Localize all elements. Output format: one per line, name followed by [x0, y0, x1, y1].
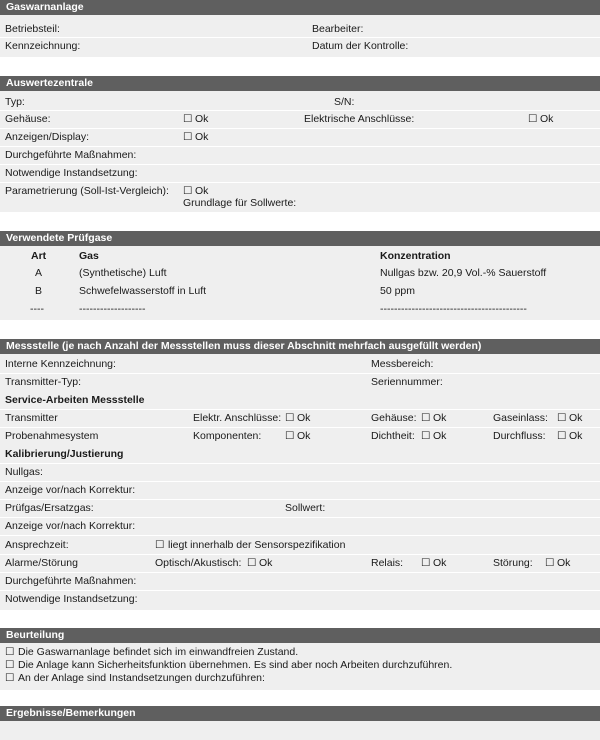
table-cell-art: ---- — [30, 303, 44, 315]
checkbox[interactable]: ☐ — [5, 659, 15, 671]
list-item — [0, 646, 600, 659]
checkbox-label-ok: Ok — [195, 113, 209, 125]
field-label-optisch-akustisch: Optisch/Akustisch: — [155, 557, 242, 569]
field-label-relais: Relais: — [371, 557, 404, 569]
field-label-grundlage: Grundlage für Sollwerte: — [183, 197, 297, 209]
checkbox[interactable]: ☐ — [557, 412, 567, 424]
subsection-heading-kalibrierung: Kalibrierung/Justierung — [5, 448, 124, 460]
form-row — [0, 410, 600, 427]
field-label-anzeige-korrektur: Anzeige vor/nach Korrektur: — [5, 520, 136, 532]
checkbox[interactable]: ☐ — [5, 672, 15, 684]
checkbox[interactable]: ☐ — [421, 430, 431, 442]
column-header-konzentration: Konzentration — [380, 250, 451, 262]
field-label-betriebsteil: Betriebsteil: — [5, 23, 60, 35]
field-label-gehaeuse: Gehäuse: — [5, 113, 51, 125]
form-row — [0, 518, 600, 535]
checkbox-label-ok: Ok — [195, 131, 209, 143]
form-row — [0, 374, 600, 391]
checkbox[interactable]: ☐ — [528, 113, 538, 125]
field-label-transmitter: Transmitter — [5, 412, 58, 424]
field-label-stoerung: Störung: — [493, 557, 533, 569]
field-label-instandsetzung: Notwendige Instandsetzung: — [5, 593, 138, 605]
list-item — [0, 659, 600, 672]
field-label-durchfluss: Durchfluss: — [493, 430, 546, 442]
field-label-ansprechzeit: Ansprechzeit: — [5, 539, 69, 551]
checkbox-label-ok: Ok — [557, 557, 571, 569]
table-row — [0, 301, 600, 318]
checkbox[interactable]: ☐ — [183, 131, 193, 143]
field-label-elektrische-anschluesse: Elektrische Anschlüsse: — [304, 113, 415, 125]
checkbox[interactable]: ☐ — [285, 430, 295, 442]
form-row — [0, 392, 600, 409]
column-header-gas: Gas — [79, 250, 99, 262]
section-header-auswertezentrale: Auswertezentrale — [0, 76, 600, 91]
field-label-datum: Datum der Kontrolle: — [312, 40, 409, 52]
table-cell-gas: ------------------- — [79, 303, 146, 315]
field-label-sollwert: Sollwert: — [285, 502, 326, 514]
assessment-option-label: An der Anlage sind Instandsetzungen durchzuführen: — [18, 672, 265, 684]
table-cell-konzentration: ------------------------------------------ — [380, 303, 527, 315]
table-row — [0, 265, 600, 282]
form-row — [0, 195, 600, 212]
form-row — [0, 356, 600, 373]
checkbox-label-ok: Ok — [433, 557, 447, 569]
form-row — [0, 555, 600, 572]
field-label-massnahmen: Durchgeführte Maßnahmen: — [5, 149, 137, 161]
table-cell-gas: (Synthetische) Luft — [79, 267, 167, 279]
form-row — [0, 500, 600, 517]
table-cell-art: B — [35, 285, 43, 297]
table-cell-gas: Schwefelwasserstoff in Luft — [79, 285, 207, 297]
field-label-messbereich: Messbereich: — [371, 358, 434, 370]
checkbox-label-ok: Ok — [297, 430, 311, 442]
field-label-kennzeichnung: Kennzeichnung: — [5, 40, 81, 52]
field-label-alarme-stoerung: Alarme/Störung — [5, 557, 78, 569]
field-label-nullgas: Nullgas: — [5, 466, 43, 478]
checkbox[interactable]: ☐ — [155, 539, 165, 551]
field-label-parametrierung: Parametrierung (Soll-Ist-Vergleich): — [5, 185, 169, 197]
field-label-bearbeiter: Bearbeiter: — [312, 23, 364, 35]
field-label-pruefgas: Prüfgas/Ersatzgas: — [5, 502, 94, 514]
form-row — [0, 537, 600, 554]
field-label-probenahmesystem: Probenahmesystem — [5, 430, 99, 442]
checkbox[interactable]: ☐ — [421, 557, 431, 569]
checkbox-label-ok: Ok — [195, 185, 209, 197]
section-header-beurteilung: Beurteilung — [0, 628, 600, 643]
table-row — [0, 283, 600, 300]
form-row — [0, 38, 600, 55]
checkbox[interactable]: ☐ — [247, 557, 257, 569]
checkbox-label-sensorspezifikation: liegt innerhalb der Sensorspezifikation — [168, 539, 346, 551]
checkbox-label-ok: Ok — [433, 412, 447, 424]
form-row — [0, 147, 600, 164]
field-label-instandsetzung: Notwendige Instandsetzung: — [5, 167, 138, 179]
form-row — [0, 111, 600, 128]
divider — [0, 535, 600, 536]
form-row — [0, 165, 600, 182]
checkbox-label-ok: Ok — [569, 430, 583, 442]
checkbox[interactable]: ☐ — [5, 646, 15, 658]
assessment-option-label: Die Gaswarnanlage befindet sich im einwandfreien Zustand. — [18, 646, 299, 658]
subsection-heading-service: Service-Arbeiten Messstelle — [5, 394, 145, 406]
field-label-anzeige-korrektur: Anzeige vor/nach Korrektur: — [5, 484, 136, 496]
section-header-messstelle: Messstelle (je nach Anzahl der Messstellen muss dieser Abschnitt mehrfach ausgefüllt werden) — [0, 339, 600, 354]
checkbox[interactable]: ☐ — [183, 113, 193, 125]
checkbox[interactable]: ☐ — [557, 430, 567, 442]
field-label-anzeigen: Anzeigen/Display: — [5, 131, 90, 143]
field-label-komponenten: Komponenten: — [193, 430, 262, 442]
form-row — [0, 446, 600, 463]
section-header-pruefgase: Verwendete Prüfgase — [0, 231, 600, 246]
field-label-elektr-anschluesse: Elektr. Anschlüsse: — [193, 412, 282, 424]
table-cell-konzentration: Nullgas bzw. 20,9 Vol.-% Sauerstoff — [380, 267, 547, 279]
form-row — [0, 21, 600, 38]
field-label-sn: S/N: — [334, 96, 355, 108]
field-label-seriennummer: Seriennummer: — [371, 376, 443, 388]
field-label-typ: Typ: — [5, 96, 25, 108]
field-label-massnahmen: Durchgeführte Maßnahmen: — [5, 575, 137, 587]
section-header-gaswarnanlage: Gaswarnanlage — [0, 0, 600, 15]
checkbox-label-ok: Ok — [433, 430, 447, 442]
checkbox[interactable]: ☐ — [421, 412, 431, 424]
field-label-gehaeuse: Gehäuse: — [371, 412, 417, 424]
checkbox[interactable]: ☐ — [545, 557, 555, 569]
checkbox-label-ok: Ok — [540, 113, 554, 125]
assessment-option-label: Die Anlage kann Sicherheitsfunktion übernehmen. Es sind aber noch Arbeiten durchzuführen. — [18, 659, 453, 671]
list-item — [0, 672, 600, 685]
checkbox-label-ok: Ok — [259, 557, 273, 569]
form-row — [0, 482, 600, 499]
field-label-transmitter-typ: Transmitter-Typ: — [5, 376, 82, 388]
field-label-gaseinlass: Gaseinlass: — [493, 412, 548, 424]
table-cell-konzentration: 50 ppm — [380, 285, 416, 297]
form-row — [0, 94, 600, 111]
checkbox-label-ok: Ok — [569, 412, 583, 424]
table-cell-art: A — [35, 267, 43, 279]
table-header-row — [0, 248, 600, 265]
section-header-ergebnisse: Ergebnisse/Bemerkungen — [0, 706, 600, 721]
form-row — [0, 573, 600, 590]
form-row — [0, 428, 600, 445]
checkbox[interactable]: ☐ — [285, 412, 295, 424]
checkbox-label-ok: Ok — [297, 412, 311, 424]
form-row — [0, 591, 600, 608]
field-label-dichtheit: Dichtheit: — [371, 430, 415, 442]
field-label-interne-kennzeichnung: Interne Kennzeichnung: — [5, 358, 116, 370]
column-header-art: Art — [31, 250, 47, 262]
section-body-ergebnisse[interactable] — [0, 721, 600, 740]
checkbox[interactable]: ☐ — [183, 185, 193, 197]
form-row — [0, 464, 600, 481]
form-row — [0, 129, 600, 146]
